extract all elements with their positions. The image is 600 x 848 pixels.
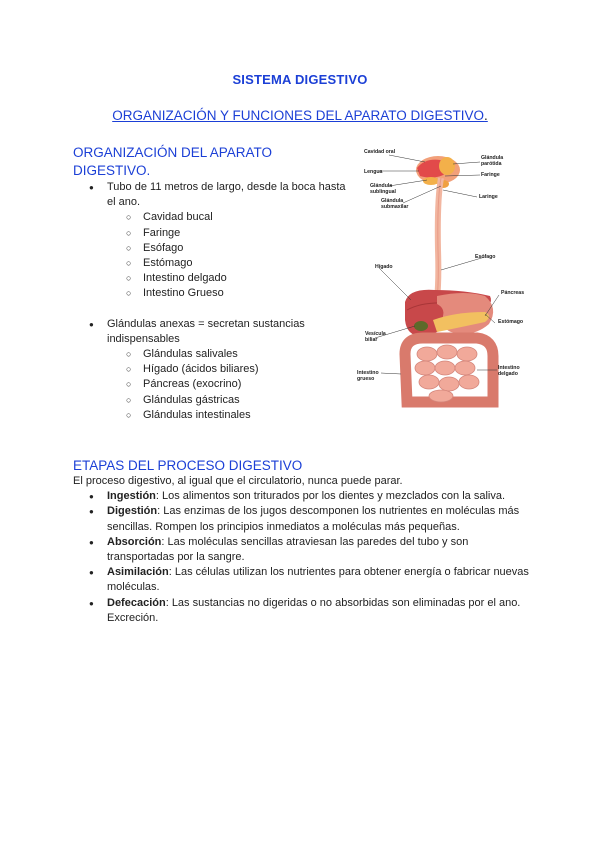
organization-list — [73, 180, 348, 423]
label-pharynx: Faringe — [481, 172, 500, 178]
label-small-intestine-2: delgado — [498, 371, 518, 377]
list-item: ○ Intestino delgado — [73, 271, 348, 286]
digestive-system-diagram — [345, 140, 535, 415]
gallbladder-illustration — [414, 321, 428, 331]
stage-term: Digestión — [107, 505, 158, 518]
subtitle-text: ORGANIZACIÓN Y FUNCIONES DEL APARATO DIGESTIVO — [112, 108, 485, 123]
list-item: ○ Esófago — [73, 241, 348, 256]
label-gallbladder-1: Vesícula — [365, 331, 386, 337]
label-submaxillary-gland-2: submaxilar — [381, 204, 409, 210]
list-item: ○ Estómago — [73, 256, 348, 271]
label-large-intestine-1: Intestino — [357, 370, 379, 376]
small-intestine-illustration — [415, 345, 479, 402]
label-liver: Hígado — [375, 264, 393, 270]
section-stages-heading: ETAPAS DEL PROCESO DIGESTIVO — [73, 458, 303, 473]
stage-term: Absorción — [107, 535, 162, 548]
list-item: ○ Intestino Grueso — [73, 286, 348, 301]
glands-list — [73, 347, 348, 423]
list-item-glands — [73, 317, 348, 347]
list-item: ○ Glándulas salivales — [73, 347, 348, 362]
list-item: ○ Faringe — [73, 226, 348, 241]
document-title: SISTEMA DIGESTIVO — [232, 72, 368, 87]
label-larynx: Laringe — [479, 194, 498, 200]
list-item: ○ Cavidad bucal — [73, 210, 348, 225]
label-sublingual-gland-1: Glándula — [370, 183, 393, 189]
label-tongue: Lengua — [364, 169, 383, 175]
label-parotid-gland-2: parótida — [481, 161, 502, 167]
label-small-intestine-1: Intestino — [498, 365, 520, 371]
stage-text: : Las sustancias no digeridas o no absorbidas son eliminadas por el ano. Excreción. — [107, 596, 521, 624]
stages-section — [73, 474, 533, 626]
list-item-tube — [73, 180, 348, 210]
label-large-intestine-2: grueso — [357, 376, 375, 382]
label-parotid-gland-1: Glándula — [481, 155, 504, 161]
stages-intro: El proceso digestivo, al igual que el circulatorio, nunca puede parar. — [73, 475, 403, 487]
tube-description: Tubo de 11 metros de largo, desde la boca hasta el ano. — [107, 181, 346, 209]
label-oral-cavity: Cavidad oral — [364, 149, 396, 155]
stage-text: : Las células utilizan los nutrientes para obtener energía o fabricar nuevas moléculas. — [107, 566, 529, 594]
stage-item-absorption — [73, 535, 533, 565]
section-organization-heading-line2: DIGESTIVO. — [73, 163, 151, 178]
section-organization-heading — [73, 144, 272, 180]
label-submaxillary-gland-1: Glándula — [381, 198, 404, 204]
stages-list — [73, 489, 533, 626]
label-stomach: Estómago — [498, 319, 524, 325]
stage-text: : Las moléculas sencillas atraviesan las paredes del tubo y son transportadas por la sangre. — [107, 535, 469, 564]
document-subtitle — [0, 108, 600, 123]
stage-text: : Los alimentos son triturados por los dientes y mezclados con la saliva. — [155, 490, 506, 503]
stage-item-assimilation — [73, 565, 533, 595]
label-gallbladder-2: biliar — [365, 337, 378, 343]
stage-item-ingestion — [73, 489, 533, 504]
list-item: ○ Páncreas (exocrino) — [73, 377, 348, 392]
stage-term: Ingestión — [107, 490, 156, 503]
list-item: ○ Glándulas gástricas — [73, 393, 348, 408]
glands-description: Glándulas anexas = secretan sustancias indispensables — [107, 317, 305, 345]
stage-term: Asimilación — [107, 566, 169, 579]
label-esophagus: Esófago — [475, 254, 496, 260]
subtitle-period: . — [484, 108, 488, 123]
tube-parts-list — [73, 210, 348, 301]
stage-item-defecation — [73, 596, 533, 626]
stage-text: : Las enzimas de los jugos descomponen los nutrientes en moléculas más sencillas. Rompen los principios inmediatos a moléculas más pequeñas. — [107, 505, 520, 533]
label-sublingual-gland-2: sublingual — [370, 189, 396, 195]
section-organization-heading-line1: ORGANIZACIÓN DEL APARATO — [73, 145, 273, 160]
list-item: ○ Glándulas intestinales — [73, 408, 348, 423]
stage-item-digestion — [73, 504, 533, 534]
stage-term: Defecación — [107, 596, 166, 609]
label-pancreas: Páncreas — [501, 290, 525, 296]
list-item: ○ Hígado (ácidos biliares) — [73, 362, 348, 377]
